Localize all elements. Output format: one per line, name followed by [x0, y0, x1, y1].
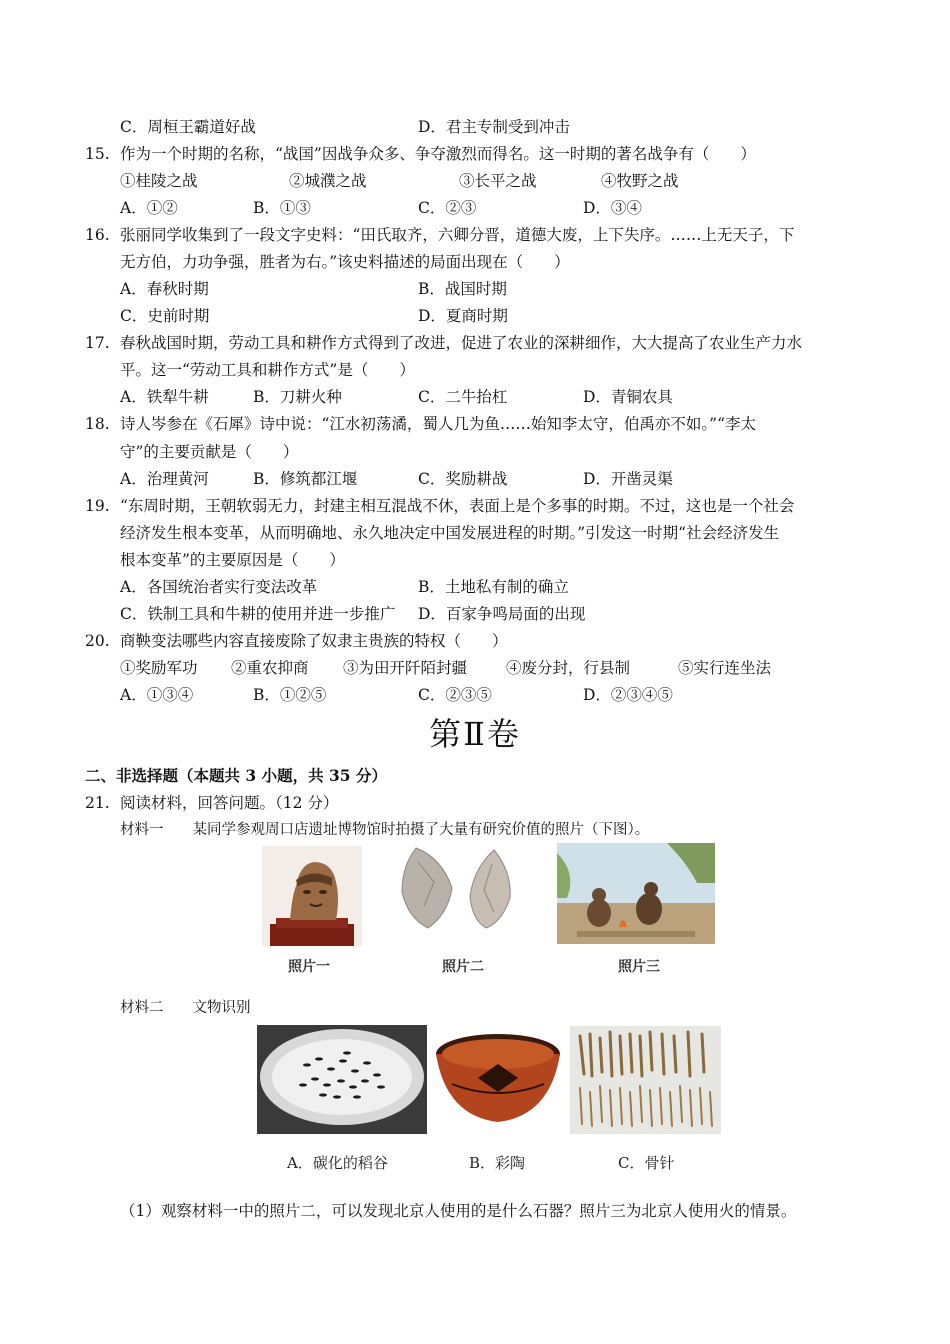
photo-three-caption: 照片三	[618, 959, 660, 975]
relic-needles-image	[570, 1026, 721, 1134]
question-number: 19.	[85, 497, 110, 515]
q19-option-b: B．土地私有制的确立	[418, 578, 569, 596]
q17-option-b: B．刀耕火种	[253, 388, 342, 406]
relic-pottery-caption: B．彩陶	[469, 1154, 526, 1172]
q18-option-d: D．开凿灵渠	[583, 470, 673, 488]
q17-stem-line1: 春秋战国时期，劳动工具和耕作方式得到了改进，促进了农业的深耕细作，大大提高了农业生产力水	[120, 334, 803, 352]
q20-item: ②重农抑商	[231, 659, 309, 677]
photo-two-image	[398, 842, 518, 932]
q21-stem: 阅读材料，回答问题。（12 分）	[120, 794, 339, 812]
q19-stem-line2: 经济发生根本变革，从而明确地、永久地决定中国发展进程的时期。”引发这一时期“社会经济发生	[120, 524, 780, 542]
q15-option-a: A．①②	[120, 199, 178, 217]
q15-item: ①桂陵之战	[120, 172, 198, 190]
q16-stem-line1: 张丽同学收集到了一段文字史料：“田氏取齐，六卿分晋，道德大废，上下失序。……上无天子，下	[120, 226, 795, 244]
relic-needles-caption: C．骨针	[618, 1154, 675, 1172]
q18-option-c: C．奖励耕战	[418, 470, 508, 488]
q20-item: ⑤实行连坐法	[678, 659, 772, 677]
q19-option-c: C．铁制工具和牛耕的使用并进一步推广	[120, 605, 396, 623]
q16-option-a: A．春秋时期	[120, 280, 209, 298]
material-one-text: 材料一 某同学参观周口店遗址博物馆时拍摄了大量有研究价值的照片（下图）。	[120, 822, 650, 838]
q19-stem-line3: 根本变革”的主要原因是（ ）	[120, 551, 345, 569]
question-number: 18.	[85, 415, 110, 433]
question-number: 16.	[85, 226, 110, 244]
question-number: 21.	[85, 794, 110, 812]
q15-item: ④牧野之战	[601, 172, 679, 190]
q20-item: ①奖励军功	[120, 659, 198, 677]
q20-stem: 商鞅变法哪些内容直接废除了奴隶主贵族的特权（ ）	[120, 632, 508, 650]
q17-option-c: C．二牛抬杠	[418, 388, 508, 406]
photo-one-caption: 照片一	[288, 959, 330, 975]
relic-pottery-image	[432, 1028, 564, 1128]
q16-option-c: C．史前时期	[120, 307, 210, 325]
q19-stem-line1: “东周时期，王朝软弱无力，封建主相互混战不休，表面上是个多事的时期。不过，这也是一个社会	[120, 497, 795, 515]
q19-option-d: D．百家争鸣局面的出现	[418, 605, 586, 623]
q20-option-d: D．②③④⑤	[583, 686, 673, 704]
q14-option-d: D．君主专制受到冲击	[418, 118, 570, 136]
q16-option-b: B．战国时期	[418, 280, 507, 298]
q14-option-c: C．周桓王霸道好战	[120, 118, 256, 136]
q15-stem: 作为一个时期的名称，“战国”因战争众多、争夺激烈而得名。这一时期的著名战争有（ ）	[120, 145, 756, 163]
q18-stem-line1: 诗人岑参在《石犀》诗中说：“江水初荡潏，蜀人几为鱼……始知李太守，伯禹亦不如。”“李太	[120, 415, 757, 433]
q18-option-b: B．修筑都江堰	[253, 470, 358, 488]
part2-title: 第Ⅱ卷	[429, 715, 521, 753]
section-heading: 二、非选择题（本题共 3 小题，共 35 分）	[85, 766, 387, 785]
q20-option-a: A．①③④	[120, 686, 194, 704]
question-number: 20.	[85, 632, 110, 650]
q20-option-b: B．①②⑤	[253, 686, 327, 704]
question-number: 15.	[85, 145, 110, 163]
material-two-text: 材料二 文物识别	[120, 1000, 251, 1016]
photo-one-image	[262, 846, 362, 946]
sub-question-1: （1）观察材料一中的照片二，可以发现北京人使用的是什么石器？照片三为北京人使用火的情景。	[120, 1202, 797, 1220]
q20-item: ④废分封，行县制	[506, 659, 631, 677]
q17-option-a: A．铁犁牛耕	[120, 388, 209, 406]
question-number: 17.	[85, 334, 110, 352]
q19-option-a: A．各国统治者实行变法改革	[120, 578, 318, 596]
q17-option-d: D．青铜农具	[583, 388, 673, 406]
photo-three-image	[557, 843, 715, 944]
q16-stem-line2: 无方伯，力功争强，胜者为右。”该史料描述的局面出现在（ ）	[120, 253, 570, 271]
q16-option-d: D．夏商时期	[418, 307, 508, 325]
q20-item: ③为田开阡陌封疆	[343, 659, 468, 677]
q18-option-a: A．治理黄河	[120, 470, 209, 488]
q15-option-d: D．③④	[583, 199, 642, 217]
photo-two-caption: 照片二	[442, 959, 484, 975]
q17-stem-line2: 平。这一“劳动工具和耕作方式”是（ ）	[120, 361, 415, 379]
q20-option-c: C．②③⑤	[418, 686, 492, 704]
relic-rice-caption: A．碳化的稻谷	[287, 1154, 388, 1172]
q15-item: ③长平之战	[459, 172, 537, 190]
q15-option-c: C．②③	[418, 199, 477, 217]
q15-item: ②城濮之战	[289, 172, 367, 190]
relic-rice-image	[257, 1025, 427, 1134]
q15-option-b: B．①③	[253, 199, 311, 217]
q18-stem-line2: 守”的主要贡献是（ ）	[120, 443, 299, 461]
